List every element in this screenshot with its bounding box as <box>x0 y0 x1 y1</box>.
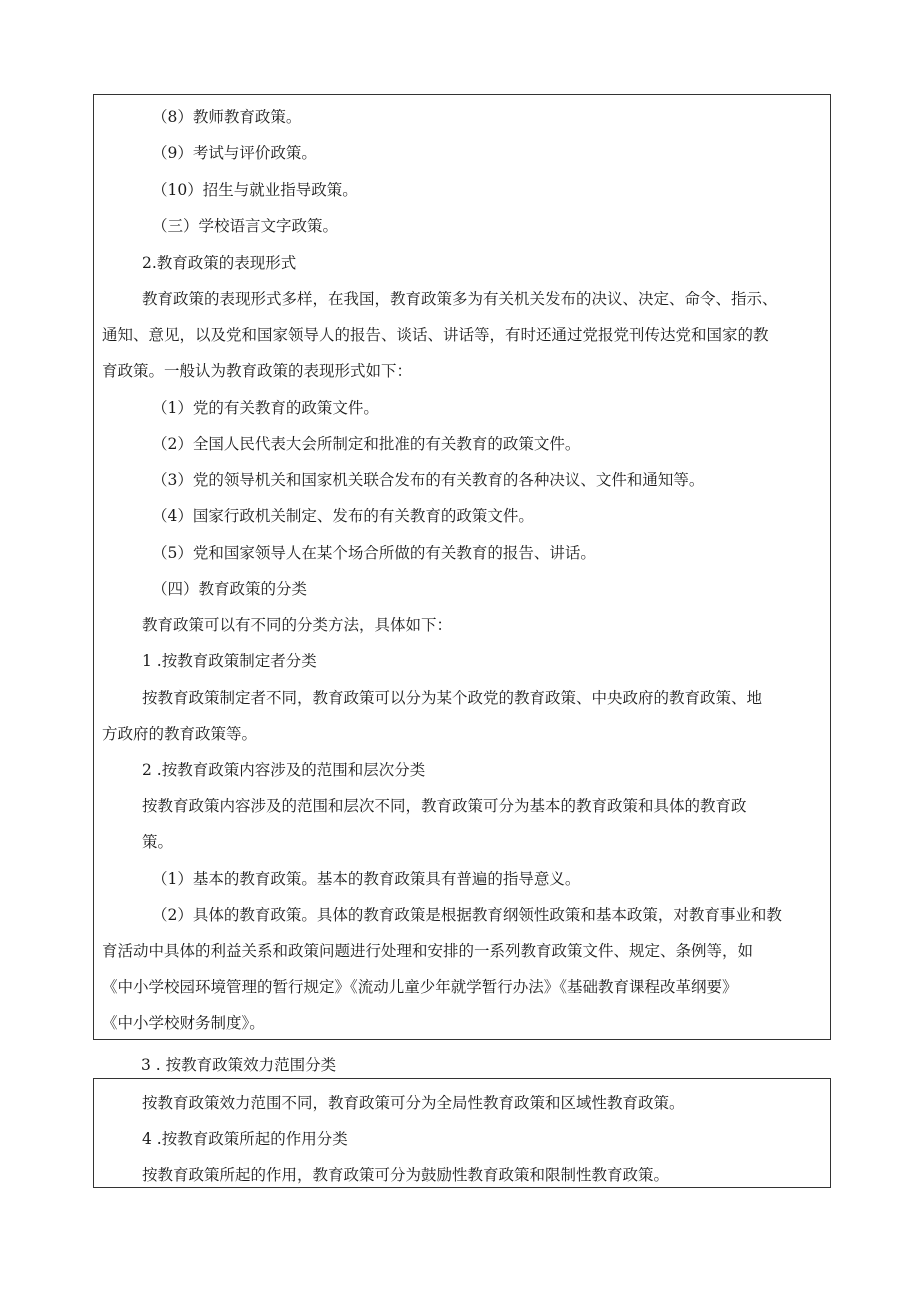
text-line: 4 .按教育政策所起的作用分类 <box>142 1130 348 1148</box>
text-line: 按教育政策效力范围不同，教育政策可分为全局性教育政策和区域性教育政策。 <box>142 1094 685 1112</box>
text-line: 育活动中具体的利益关系和政策问题进行处理和安排的一系列教育政策文件、规定、条例等，如 <box>102 942 754 960</box>
text-line: （1）基本的教育政策。基本的教育政策具有普遍的指导意义。 <box>152 870 581 888</box>
text-line: （8）教师教育政策。 <box>152 108 302 126</box>
text-line: （10）招生与就业指导政策。 <box>152 181 358 199</box>
text-line: （5）党和国家领导人在某个场合所做的有关教育的报告、讲话。 <box>152 544 596 562</box>
text-line: 按教育政策内容涉及的范围和层次不同，教育政策可分为基本的教育政策和具体的教育政 <box>142 797 747 815</box>
text-line: 2 .按教育政策内容涉及的范围和层次分类 <box>142 761 426 779</box>
text-line: （1）党的有关教育的政策文件。 <box>152 399 379 417</box>
text-line: （4）国家行政机关制定、发布的有关教育的政策文件。 <box>152 507 534 525</box>
section-heading: 3 . 按教育政策效力范围分类 <box>141 1056 337 1074</box>
text-line: 2.教育政策的表现形式 <box>142 254 297 272</box>
text-line: 按教育政策制定者不同，教育政策可以分为某个政党的教育政策、中央政府的教育政策、地 <box>142 689 763 707</box>
text-line: 教育政策的表现形式多样，在我国，教育政策多为有关机关发布的决议、决定、命令、指示、 <box>142 290 778 308</box>
content-box-2 <box>93 1078 831 1188</box>
text-line: 方政府的教育政策等。 <box>102 725 258 743</box>
text-line: 《中小学校园环境管理的暂行规定》《流动儿童少年就学暂行办法》《基础教育课程改革纲要》 <box>102 978 738 996</box>
text-line: （三）学校语言文字政策。 <box>152 217 339 235</box>
text-line: （3）党的领导机关和国家机关联合发布的有关教育的各种决议、文件和通知等。 <box>152 471 705 489</box>
text-line: 按教育政策所起的作用，教育政策可分为鼓励性教育政策和限制性教育政策。 <box>142 1166 670 1184</box>
text-line: 1 .按教育政策制定者分类 <box>142 652 317 670</box>
text-line: （9）考试与评价政策。 <box>152 144 317 162</box>
text-line: 通知、意见，以及党和国家领导人的报告、谈话、讲话等，有时还通过党报党刊传达党和国家的教 <box>102 326 769 344</box>
text-line: 教育政策可以有不同的分类方法，具体如下： <box>142 616 453 634</box>
text-line: 《中小学校财务制度》。 <box>102 1014 265 1032</box>
content-box-1 <box>93 94 831 1040</box>
text-line: 育政策。一般认为教育政策的表现形式如下： <box>102 362 413 380</box>
text-line: （2）具体的教育政策。具体的教育政策是根据教育纲领性政策和基本政策，对教育事业和教 <box>152 906 782 924</box>
text-line: 策。 <box>142 833 174 851</box>
text-line: （2）全国人民代表大会所制定和批准的有关教育的政策文件。 <box>152 435 581 453</box>
text-line: （四）教育政策的分类 <box>152 580 308 598</box>
